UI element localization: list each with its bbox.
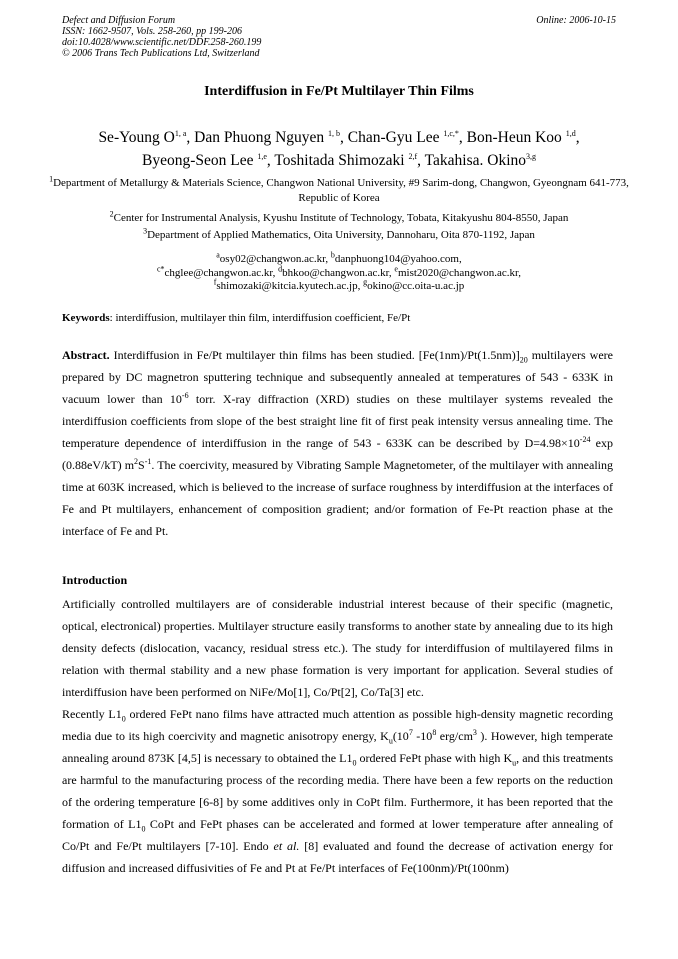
intro-sub: u — [512, 758, 517, 768]
keywords-line — [62, 312, 622, 324]
intro-sub: 0 — [121, 714, 126, 724]
email-mark: e — [394, 263, 398, 273]
email-mark: c* — [156, 263, 165, 273]
affil-text: Department of Applied Mathematics, Oita University, Dannoharu, Oita 870-1192, Japan — [147, 228, 535, 241]
email-link[interactable]: bhkoo@changwon.ac.kr, — [282, 266, 392, 279]
affil-text: Center for Instrumental Analysis, Kyushu Institute of Technology, Tobata, Kitakyushu 804-8550, Japan — [113, 212, 569, 224]
intro-text: CoPt and FePt phases can be accelerated and formed at lower temperature after annealing of Co/Pt and Fe/Pt multilayers [7-10]. Endo — [62, 817, 613, 853]
abstract-text: exp (0.88eV/kT) m — [62, 436, 613, 472]
affil-number: 3 — [143, 225, 148, 235]
doi-line: doi:10.4028/www.scientific.net/DDF.258-260.199 — [62, 37, 262, 48]
paper-title: Interdiffusion in Fe/Pt Multilayer Thin Films — [204, 84, 474, 99]
section-heading-introduction: Introduction — [62, 573, 128, 587]
author-name: Byeong-Seon Lee — [141, 152, 258, 169]
abstract-sup: -24 — [579, 435, 591, 444]
copyright-line: © 2006 Trans Tech Publications Ltd, Switzerland — [62, 48, 260, 59]
author-name: Se-Young O — [98, 129, 175, 146]
abstract-text: torr. X-ray diffraction (XRD) studies on these multilayer systems revealed the interdiffusion coefficients from slope of the best straight line fit of first peak intensity versus annealing time. The temperature dependence of interdiffusion in the range of 543 - 633K can be described by D=4.98×10 — [62, 392, 614, 450]
email-mark: a — [216, 250, 220, 260]
affil-number: 2 — [109, 209, 114, 219]
email-mark: g — [363, 277, 368, 287]
abstract-sup: -6 — [181, 391, 189, 400]
intro-sup: 7 — [408, 728, 413, 737]
abstract-text: S — [138, 458, 145, 472]
intro-text: ). However, high temperate annealing around 873K [4,5] is necessary to obtained the L1 — [62, 729, 613, 765]
intro-text: ordered FePt nano films have attracted much attention as possible high-density magnetic recording media due to its high coercivity and magnetic anisotropy energy, K — [62, 707, 613, 743]
author-name: Bon-Heun Koo — [466, 129, 566, 146]
author-name: Dan Phuong Nguyen — [194, 129, 329, 146]
affil-number: 1 — [49, 174, 54, 184]
keywords-text: : interdiffusion, multilayer thin film, interdiffusion coefficient, Fe/Pt — [109, 312, 411, 324]
email-link[interactable]: danphuong104@yahoo.com, — [334, 253, 462, 265]
intro-italic: et al. — [273, 839, 300, 853]
intro-sub: u — [388, 736, 393, 746]
intro-sup: 8 — [432, 728, 437, 737]
email-link[interactable]: osy02@changwon.ac.kr — [219, 253, 326, 265]
author-affil-mark: 1, a — [174, 128, 187, 138]
intro-sub: 0 — [141, 824, 146, 834]
intro-sub: 0 — [352, 758, 357, 768]
affiliation-1 — [40, 176, 638, 205]
email-mark: f — [213, 277, 217, 287]
intro-text: (10 — [392, 729, 409, 743]
affiliation-2 — [40, 211, 638, 226]
author-affil-mark: 2,f — [408, 151, 418, 161]
affiliation-list — [40, 176, 638, 248]
affiliation-3 — [40, 225, 638, 243]
journal-name: Defect and Diffusion Forum — [62, 15, 176, 26]
intro-text: erg/cm — [436, 729, 473, 743]
abstract-sub: 20 — [519, 355, 528, 365]
email-link[interactable]: okino@cc.oita-u.ac.jp — [367, 280, 465, 292]
author-affil-mark: 1,e — [257, 151, 267, 161]
affil-text: Department of Metallurgy & Materials Science, Changwon National University, #9 Sarim-dong, Changwon, Gyeongnam 641-773, Republic of Korea — [53, 177, 629, 204]
intro-text: ordered FePt phase with high K — [356, 751, 513, 765]
intro-text: [8] evaluated and found the decrease of activation energy for diffusion and increased diffusivities of Fe and Pt at Fe/Pt interfaces of Fe(100nm)/Pt(100nm) — [62, 839, 613, 875]
abstract-text: multilayers were prepared by DC magnetron sputtering technique and subsequently annealed at temperatures of 543 - 633K in vacuum lower than 10 — [62, 348, 613, 406]
intro-sup: 3 — [472, 728, 477, 737]
intro-text: Recently L1 — [62, 707, 122, 721]
intro-paragraph-2 — [62, 703, 613, 879]
abstract-sup: -1 — [144, 457, 152, 466]
email-link[interactable]: mist2020@changwon.ac.kr, — [397, 266, 521, 279]
intro-text: , and this treatments are harmful to the manufacturing process of the recording media. There have been a few reports on the reduction of the ordering temperature [6-8] by some additives only in CoPt film. Furthermore, it has been reported that the formation of L1 — [62, 751, 614, 831]
intro-text: -10 — [412, 729, 433, 743]
introduction-body — [62, 593, 613, 879]
keywords-label: Keywords — [62, 312, 110, 324]
email-mark: d — [278, 263, 283, 273]
issn-line: ISSN: 1662-9507, Vols. 258-260, pp 199-206 — [62, 26, 242, 37]
intro-paragraph-1: Artificially controlled multilayers are of considerable industrial interest because of their specific (magnetic, optical, electronical) properties. Multilayer structure easily transforms to another state by annealing due to its high density defects (dislocation, vacancy, residual stress etc.). The study for interdiffusion of multilayered films in relation with thermal stability and a new phase formation is very important for application. Several studies of interdiffusion have been performed on NiFe/Mo[1], Co/Pt[2], Co/Ta[3] etc. — [62, 597, 613, 699]
email-link[interactable]: chglee@changwon.ac.kr, — [164, 266, 276, 279]
abstract-sup: 2 — [134, 457, 139, 466]
abstract-paragraph — [62, 344, 613, 542]
email-list: $^a$osy02@changwon.ac.kr, $^b$danphuong104@yahoo.com, $^{c*}$chglee@changwon.ac.kr, $^d$bhkoo@changwon.ac.kr, $^e$mist2020@changwon.ac.kr, $^f$shimozaki@kitcia.kyutech.ac.jp, $^g$okino@cc.oita-u.ac.jp — [156, 250, 521, 292]
author-name: Takahisa. Okino — [424, 152, 527, 169]
author-list: Se-Young O$^{1, a}$, Dan Phuong Nguyen $^{1, b}$, Chan-Gyu Lee $^{1,c,*}$, Bon-Heun Koo $^{1,d}$, Byeong-Seon Lee $^{1,e}$, Toshitada Shimozaki $^{2,f}$, Takahisa. Okino$^{3,g}$ — [98, 128, 580, 169]
journal-header — [62, 15, 261, 59]
author-affil-mark: 1, b — [328, 128, 341, 138]
author-affil-mark: 1,c,* — [443, 128, 459, 138]
author-affil-mark: 3,g — [526, 151, 537, 161]
abstract-text: Interdiffusion in Fe/Pt multilayer thin films has been studied. [Fe(1nm)/Pt(1.5nm)] — [109, 348, 520, 362]
online-date: Online: 2006-10-15 — [536, 15, 616, 26]
author-affil-mark: 1,d — [565, 128, 576, 138]
abstract-text: . The coercivity, measured by Vibrating Sample Magnetometer, of the multilayer with annealing time at 603K increased, which is believed to the increase of surface roughness by interdiffusion at the interfaces of Fe and Pt multilayers, enhancement of composition gradient; and/or formation of Fe-Pt reaction phase at the interface of Fe and Pt. — [62, 458, 614, 538]
author-name: Toshitada Shimozaki — [274, 152, 409, 169]
author-name: Chan-Gyu Lee — [347, 129, 444, 146]
abstract-label: Abstract. — [62, 348, 110, 362]
email-mark: b — [330, 250, 335, 260]
email-link[interactable]: shimozaki@kitcia.kyutech.ac.jp, — [216, 280, 361, 292]
